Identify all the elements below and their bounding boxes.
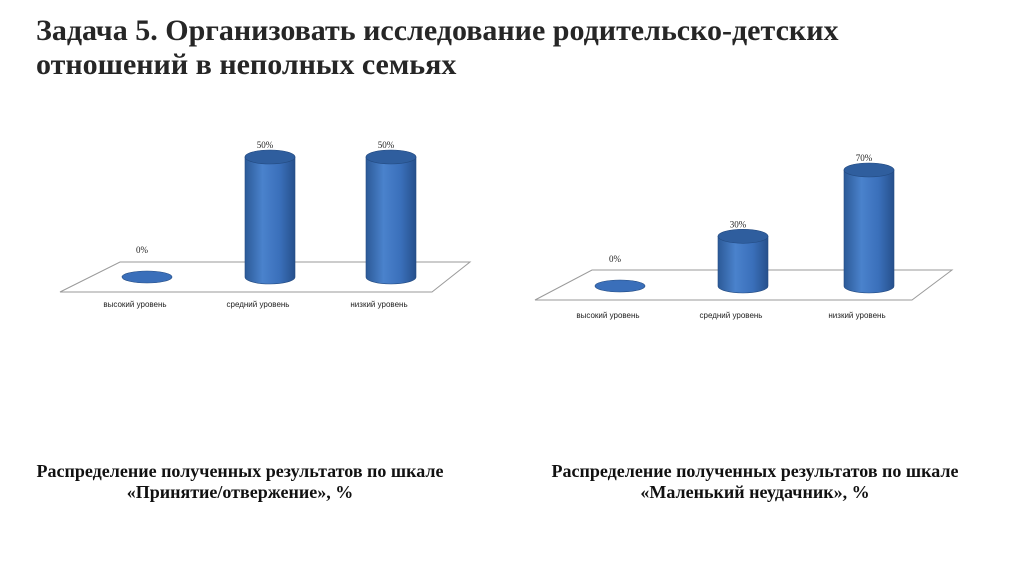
bar-low-level (844, 163, 894, 293)
data-label-high-level: 0% (609, 254, 621, 264)
chart-caption-little-loser: Распределение полученных результатов по шкале «Маленький неудачник», % (551, 461, 959, 502)
bar-chart-acceptance (50, 135, 490, 325)
bar-medium-level (718, 229, 768, 293)
data-label-low-level: 50% (377, 140, 395, 150)
bar-low-level (366, 150, 416, 284)
tick-label-low-level: низкий уровень (828, 311, 886, 320)
tick-label-medium-level: средний уровень (699, 311, 763, 320)
tick-label-medium-level: средний уровень (226, 300, 290, 309)
bar-chart-acceptance-svg (50, 135, 490, 325)
tick-label-high-level: высокий уровень (103, 300, 167, 309)
data-label-medium-level: 50% (256, 140, 274, 150)
tick-label-high-level: высокий уровень (576, 311, 640, 320)
tick-label-low-level: низкий уровень (350, 300, 408, 309)
chart-caption-acceptance: Распределение полученных результатов по шкале «Принятие/отвержение», % (36, 461, 444, 502)
data-label-low-level: 70% (855, 153, 873, 163)
data-label-high-level: 0% (136, 245, 148, 255)
bar-high-level (122, 271, 172, 283)
bar-high-level (595, 280, 645, 292)
data-label-medium-level: 30% (729, 219, 747, 230)
bar-chart-little-loser-svg (520, 140, 970, 335)
slide-title: Задача 5. Организовать исследование родительско-детских отношений в неполных семьях (36, 14, 839, 81)
bar-medium-level (245, 150, 295, 284)
bar-chart-little-loser (520, 140, 970, 335)
